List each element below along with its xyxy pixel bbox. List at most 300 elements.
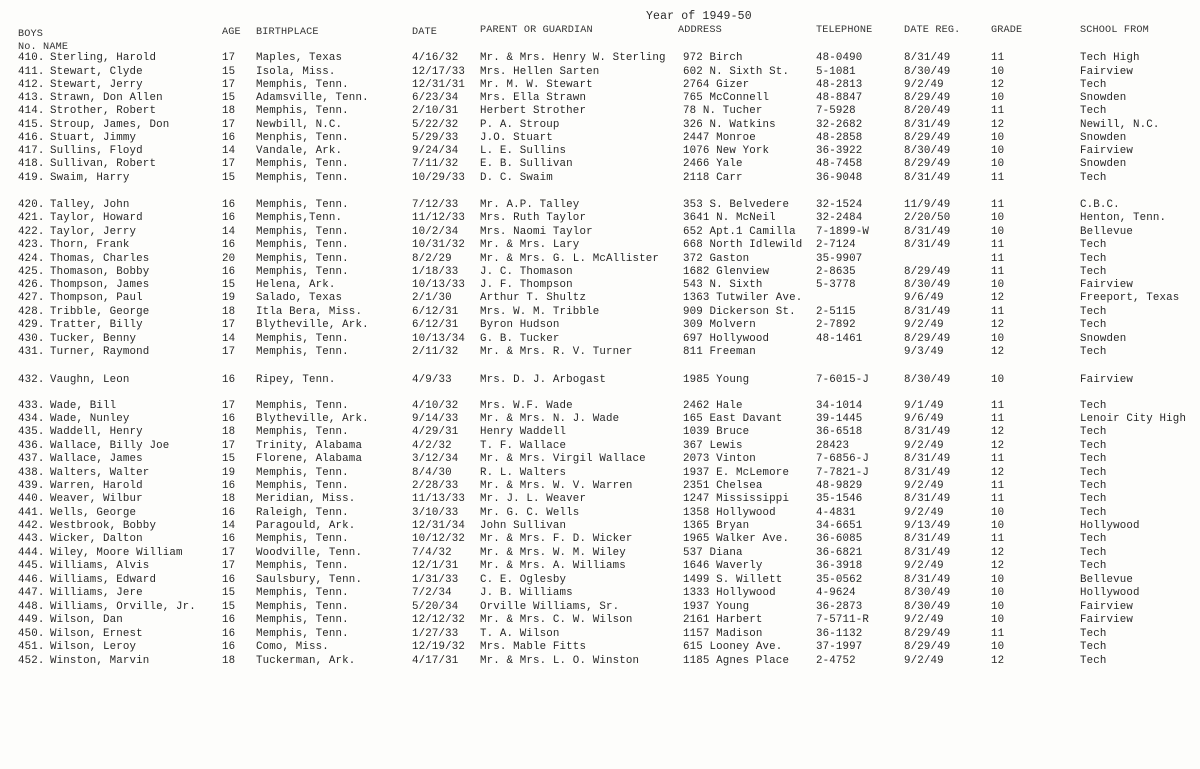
- student-grade: 11: [991, 253, 1005, 265]
- birth-date: 11/13/33: [412, 493, 466, 505]
- registration-date: 8/29/49: [904, 92, 951, 104]
- parent-guardian: Mr. & Mrs. Virgil Wallace: [480, 453, 646, 465]
- school-from: Snowden: [1080, 333, 1127, 345]
- student-telephone: 36-6518: [816, 426, 863, 438]
- student-age: 16: [222, 413, 236, 425]
- school-from: Snowden: [1080, 132, 1127, 144]
- student-address: 543 N. Sixth: [683, 279, 763, 291]
- student-telephone: 2-4752: [816, 655, 856, 667]
- student-birthplace: Adamsville, Tenn.: [256, 92, 369, 104]
- student-address: 2073 Vinton: [683, 453, 756, 465]
- school-from: Snowden: [1080, 158, 1127, 170]
- school-from: Bellevue: [1080, 574, 1134, 586]
- document-title: Year of 1949-50: [646, 10, 752, 23]
- entry-number: 444.: [18, 547, 45, 559]
- student-address: 1965 Walker Ave.: [683, 533, 790, 545]
- birth-date: 7/4/32: [412, 547, 452, 559]
- student-grade: 11: [991, 453, 1005, 465]
- entry-number: 434.: [18, 413, 45, 425]
- student-telephone: 34-1014: [816, 400, 863, 412]
- parent-guardian: T. A. Wilson: [480, 628, 560, 640]
- entry-number: 451.: [18, 641, 45, 653]
- parent-guardian: Herbert Strother: [480, 105, 587, 117]
- school-from: Fairview: [1080, 601, 1134, 613]
- parent-guardian: Henry Waddell: [480, 426, 567, 438]
- birth-date: 6/23/34: [412, 92, 459, 104]
- student-birthplace: Trinity, Alabama: [256, 440, 363, 452]
- entry-number: 436.: [18, 440, 45, 452]
- registration-date: 8/30/49: [904, 587, 951, 599]
- school-from: Tech: [1080, 172, 1107, 184]
- registration-date: 8/29/49: [904, 158, 951, 170]
- entry-number: 427.: [18, 292, 45, 304]
- school-from: Tech: [1080, 628, 1107, 640]
- registration-date: 8/31/49: [904, 226, 951, 238]
- student-age: 15: [222, 66, 236, 78]
- birth-date: 10/31/32: [412, 239, 466, 251]
- birth-date: 12/31/34: [412, 520, 466, 532]
- birth-date: 12/31/31: [412, 79, 466, 91]
- student-birthplace: Memphis, Tenn.: [256, 346, 349, 358]
- registration-date: 8/30/49: [904, 66, 951, 78]
- student-telephone: 36-6085: [816, 533, 863, 545]
- student-age: 15: [222, 601, 236, 613]
- student-age: 18: [222, 493, 236, 505]
- parent-guardian: P. A. Stroup: [480, 119, 560, 131]
- school-from: Tech: [1080, 480, 1107, 492]
- student-name: Waddell, Henry: [50, 426, 143, 438]
- registration-date: 8/29/49: [904, 266, 951, 278]
- student-name: Swaim, Harry: [50, 172, 130, 184]
- entry-number: 439.: [18, 480, 45, 492]
- registration-date: 8/31/49: [904, 426, 951, 438]
- student-telephone: 39-1445: [816, 413, 863, 425]
- student-telephone: 36-6821: [816, 547, 863, 559]
- birth-date: 12/19/32: [412, 641, 466, 653]
- student-telephone: 48-8847: [816, 92, 863, 104]
- birth-date: 12/17/33: [412, 66, 466, 78]
- student-address: 1333 Hollywood: [683, 587, 776, 599]
- birth-date: 7/2/34: [412, 587, 452, 599]
- student-telephone: 48-0490: [816, 52, 863, 64]
- student-telephone: 5-1081: [816, 66, 856, 78]
- student-telephone: 32-2682: [816, 119, 863, 131]
- school-from: Hollywood: [1080, 587, 1140, 599]
- student-telephone: 7-6015-J: [816, 374, 870, 386]
- student-birthplace: Meridian, Miss.: [256, 493, 356, 505]
- student-telephone: 35-1546: [816, 493, 863, 505]
- parent-guardian: D. C. Swaim: [480, 172, 553, 184]
- entry-number: 446.: [18, 574, 45, 586]
- parent-guardian: Mr. & Mrs. W. M. Wiley: [480, 547, 626, 559]
- registration-date: 11/9/49: [904, 199, 951, 211]
- student-address: 668 North Idlewild: [683, 239, 803, 251]
- parent-guardian: L. E. Sullins: [480, 145, 567, 157]
- registration-date: 9/2/49: [904, 655, 944, 667]
- student-age: 17: [222, 547, 236, 559]
- student-grade: 10: [991, 601, 1005, 613]
- student-age: 15: [222, 587, 236, 599]
- student-name: Wilson, Leroy: [50, 641, 137, 653]
- student-address: 2118 Carr: [683, 172, 743, 184]
- entry-number: 428.: [18, 306, 45, 318]
- registration-date: 8/29/49: [904, 641, 951, 653]
- student-address: 326 N. Watkins: [683, 119, 776, 131]
- student-birthplace: Paragould, Ark.: [256, 520, 356, 532]
- school-from: Fairview: [1080, 145, 1134, 157]
- school-from: Fairview: [1080, 66, 1134, 78]
- student-grade: 12: [991, 292, 1005, 304]
- parent-guardian: Mrs. Hellen Sarten: [480, 66, 600, 78]
- registration-date: 2/20/50: [904, 212, 951, 224]
- student-telephone: 36-1132: [816, 628, 863, 640]
- entry-number: 414.: [18, 105, 45, 117]
- student-age: 16: [222, 132, 236, 144]
- student-telephone: 34-6651: [816, 520, 863, 532]
- registration-date: 8/31/49: [904, 306, 951, 318]
- student-name: Tratter, Billy: [50, 319, 143, 331]
- birth-date: 4/29/31: [412, 426, 459, 438]
- birth-date: 7/11/32: [412, 158, 459, 170]
- student-telephone: 48-2813: [816, 79, 863, 91]
- student-birthplace: Memphis, Tenn.: [256, 614, 349, 626]
- school-from: Tech: [1080, 346, 1107, 358]
- student-name: Stroup, James, Don: [50, 119, 170, 131]
- student-telephone: 36-9048: [816, 172, 863, 184]
- student-grade: 11: [991, 628, 1005, 640]
- student-address: 1039 Bruce: [683, 426, 750, 438]
- registration-date: 9/2/49: [904, 614, 944, 626]
- entry-number: 429.: [18, 319, 45, 331]
- parent-guardian: Mr. & Mrs. A. Williams: [480, 560, 626, 572]
- birth-date: 2/28/33: [412, 480, 459, 492]
- student-grade: 12: [991, 655, 1005, 667]
- student-birthplace: Memphis, Tenn.: [256, 253, 349, 265]
- parent-guardian: Mrs. W. M. Tribble: [480, 306, 600, 318]
- student-telephone: 48-1461: [816, 333, 863, 345]
- student-telephone: 36-3918: [816, 560, 863, 572]
- student-age: 17: [222, 346, 236, 358]
- student-grade: 11: [991, 533, 1005, 545]
- student-name: Wilson, Dan: [50, 614, 123, 626]
- parent-guardian: Mr. & Mrs. G. L. McAllister: [480, 253, 659, 265]
- student-name: Williams, Edward: [50, 574, 157, 586]
- student-address: 1358 Hollywood: [683, 507, 776, 519]
- entry-number: 431.: [18, 346, 45, 358]
- school-from: C.B.C.: [1080, 199, 1120, 211]
- student-address: 2447 Monroe: [683, 132, 756, 144]
- entry-number: 435.: [18, 426, 45, 438]
- entry-number: 447.: [18, 587, 45, 599]
- school-from: Fairview: [1080, 374, 1134, 386]
- student-telephone: 7-5928: [816, 105, 856, 117]
- student-grade: 12: [991, 426, 1005, 438]
- entry-number: 432.: [18, 374, 45, 386]
- student-birthplace: Isola, Miss.: [256, 66, 336, 78]
- student-name: Taylor, Jerry: [50, 226, 137, 238]
- student-telephone: 36-3922: [816, 145, 863, 157]
- header-grade: GRADE: [991, 25, 1023, 36]
- student-name: Warren, Harold: [50, 480, 143, 492]
- school-from: Tech: [1080, 440, 1107, 452]
- birth-date: 12/1/31: [412, 560, 459, 572]
- student-address: 1499 S. Willett: [683, 574, 783, 586]
- student-birthplace: Memphis, Tenn.: [256, 426, 349, 438]
- student-address: 1365 Bryan: [683, 520, 750, 532]
- birth-date: 3/10/33: [412, 507, 459, 519]
- parent-guardian: Mrs. Ella Strawn: [480, 92, 587, 104]
- student-name: Wicker, Dalton: [50, 533, 143, 545]
- entry-number: 411.: [18, 66, 45, 78]
- student-telephone: 32-1524: [816, 199, 863, 211]
- student-name: Thorn, Frank: [50, 239, 130, 251]
- parent-guardian: Mrs. Ruth Taylor: [480, 212, 587, 224]
- student-birthplace: Memphis, Tenn.: [256, 239, 349, 251]
- school-from: Tech: [1080, 641, 1107, 653]
- student-telephone: 48-7458: [816, 158, 863, 170]
- parent-guardian: Arthur T. Shultz: [480, 292, 587, 304]
- birth-date: 10/13/33: [412, 279, 466, 291]
- student-age: 16: [222, 212, 236, 224]
- section-label: BOYS: [18, 29, 44, 40]
- student-address: 652 Apt.1 Camilla: [683, 226, 796, 238]
- student-name: Strother, Robert: [50, 105, 157, 117]
- birth-date: 1/27/33: [412, 628, 459, 640]
- entry-number: 422.: [18, 226, 45, 238]
- student-address: 78 N. Tucher: [683, 105, 763, 117]
- student-telephone: 7-6856-J: [816, 453, 870, 465]
- student-birthplace: Maples, Texas: [256, 52, 343, 64]
- birth-date: 3/12/34: [412, 453, 459, 465]
- parent-guardian: T. F. Wallace: [480, 440, 567, 452]
- student-birthplace: Memphis, Tenn.: [256, 628, 349, 640]
- parent-guardian: Mrs. Naomi Taylor: [480, 226, 593, 238]
- birth-date: 10/29/33: [412, 172, 466, 184]
- student-grade: 11: [991, 480, 1005, 492]
- student-birthplace: Como, Miss.: [256, 641, 329, 653]
- student-birthplace: Memphis, Tenn.: [256, 172, 349, 184]
- entry-number: 420.: [18, 199, 45, 211]
- student-address: 972 Birch: [683, 52, 743, 64]
- student-address: 1937 Young: [683, 601, 750, 613]
- entry-number: 417.: [18, 145, 45, 157]
- student-address: 353 S. Belvedere: [683, 199, 790, 211]
- header-date-reg: DATE REG.: [904, 25, 961, 36]
- parent-guardian: Mr. A.P. Talley: [480, 199, 580, 211]
- registration-date: 8/20/49: [904, 105, 951, 117]
- student-address: 1985 Young: [683, 374, 750, 386]
- student-age: 19: [222, 292, 236, 304]
- student-age: 18: [222, 306, 236, 318]
- registration-date: 9/3/49: [904, 346, 944, 358]
- entry-number: 449.: [18, 614, 45, 626]
- school-from: Fairview: [1080, 614, 1134, 626]
- birth-date: 6/12/31: [412, 319, 459, 331]
- student-name: Sterling, Harold: [50, 52, 157, 64]
- student-age: 18: [222, 105, 236, 117]
- student-age: 16: [222, 628, 236, 640]
- student-name: Taylor, Howard: [50, 212, 143, 224]
- student-grade: 11: [991, 413, 1005, 425]
- student-age: 18: [222, 655, 236, 667]
- school-from: Tech: [1080, 533, 1107, 545]
- entry-number: 416.: [18, 132, 45, 144]
- student-address: 2161 Harbert: [683, 614, 763, 626]
- parent-guardian: Mr. & Mrs. R. V. Turner: [480, 346, 633, 358]
- student-birthplace: Memphis, Tenn.: [256, 158, 349, 170]
- student-name: Sullivan, Robert: [50, 158, 157, 170]
- student-grade: 11: [991, 105, 1005, 117]
- student-telephone: 2-8635: [816, 266, 856, 278]
- entry-number: 424.: [18, 253, 45, 265]
- student-age: 16: [222, 239, 236, 251]
- school-from: Tech: [1080, 79, 1107, 91]
- entry-number: 412.: [18, 79, 45, 91]
- student-name: Williams, Jere: [50, 587, 143, 599]
- student-name: Thomason, Bobby: [50, 266, 150, 278]
- parent-guardian: J. B. Williams: [480, 587, 573, 599]
- registration-date: 8/31/49: [904, 467, 951, 479]
- birth-date: 2/1/30: [412, 292, 452, 304]
- student-address: 2466 Yale: [683, 158, 743, 170]
- student-grade: 10: [991, 145, 1005, 157]
- registration-date: 8/31/49: [904, 52, 951, 64]
- student-age: 17: [222, 400, 236, 412]
- student-age: 15: [222, 172, 236, 184]
- parent-guardian: Mr. & Mrs. L. O. Winston: [480, 655, 640, 667]
- student-age: 14: [222, 520, 236, 532]
- parent-guardian: J.O. Stuart: [480, 132, 553, 144]
- entry-number: 425.: [18, 266, 45, 278]
- student-grade: 11: [991, 266, 1005, 278]
- birth-date: 5/29/33: [412, 132, 459, 144]
- student-birthplace: Blytheville, Ark.: [256, 319, 369, 331]
- student-birthplace: Memphis, Tenn.: [256, 333, 349, 345]
- parent-guardian: Mr. & Mrs. F. D. Wicker: [480, 533, 633, 545]
- entry-number: 433.: [18, 400, 45, 412]
- student-name: Stuart, Jimmy: [50, 132, 137, 144]
- student-grade: 12: [991, 79, 1005, 91]
- parent-guardian: Mr. G. C. Wells: [480, 507, 580, 519]
- student-age: 15: [222, 279, 236, 291]
- student-name: Wallace, Billy Joe: [50, 440, 170, 452]
- student-address: 765 McConnell: [683, 92, 770, 104]
- student-grade: 12: [991, 440, 1005, 452]
- registration-date: 8/31/49: [904, 172, 951, 184]
- school-from: Tech: [1080, 400, 1107, 412]
- entry-number: 419.: [18, 172, 45, 184]
- entry-number: 418.: [18, 158, 45, 170]
- registration-date: 8/30/49: [904, 601, 951, 613]
- student-birthplace: Newbill, N.C.: [256, 119, 343, 131]
- student-telephone: 35-9907: [816, 253, 863, 265]
- student-name: Wilson, Ernest: [50, 628, 143, 640]
- student-birthplace: Memphis, Tenn.: [256, 226, 349, 238]
- parent-guardian: Mrs. Mable Fitts: [480, 641, 587, 653]
- student-birthplace: Tuckerman, Ark.: [256, 655, 356, 667]
- entry-number: 443.: [18, 533, 45, 545]
- entry-number: 413.: [18, 92, 45, 104]
- student-address: 537 Diana: [683, 547, 743, 559]
- student-name: Thomas, Charles: [50, 253, 150, 265]
- parent-guardian: G. B. Tucker: [480, 333, 560, 345]
- school-from: Freeport, Texas: [1080, 292, 1180, 304]
- student-birthplace: Saulsbury, Tenn.: [256, 574, 363, 586]
- birth-date: 9/24/34: [412, 145, 459, 157]
- header-school-from: SCHOOL FROM: [1080, 25, 1149, 36]
- student-address: 1076 New York: [683, 145, 770, 157]
- student-grade: 11: [991, 306, 1005, 318]
- student-name: Wade, Nunley: [50, 413, 130, 425]
- birth-date: 10/2/34: [412, 226, 459, 238]
- student-grade: 10: [991, 507, 1005, 519]
- entry-number: 452.: [18, 655, 45, 667]
- student-telephone: 5-3778: [816, 279, 856, 291]
- parent-guardian: E. B. Sullivan: [480, 158, 573, 170]
- student-name: Winston, Marvin: [50, 655, 150, 667]
- student-age: 17: [222, 560, 236, 572]
- student-name: Williams, Orville, Jr.: [50, 601, 196, 613]
- student-grade: 10: [991, 66, 1005, 78]
- header-no-name: No. NAME: [18, 42, 69, 53]
- student-grade: 12: [991, 319, 1005, 331]
- student-name: Weaver, Wilbur: [50, 493, 143, 505]
- student-name: Sullins, Floyd: [50, 145, 143, 157]
- student-grade: 10: [991, 92, 1005, 104]
- birth-date: 1/31/33: [412, 574, 459, 586]
- registration-date: 8/30/49: [904, 279, 951, 291]
- parent-guardian: Mr. J. L. Weaver: [480, 493, 587, 505]
- student-address: 615 Looney Ave.: [683, 641, 783, 653]
- student-grade: 11: [991, 400, 1005, 412]
- student-grade: 10: [991, 279, 1005, 291]
- parent-guardian: Orville Williams, Sr.: [480, 601, 620, 613]
- student-grade: 10: [991, 614, 1005, 626]
- school-from: Tech: [1080, 467, 1107, 479]
- registration-date: 8/31/49: [904, 574, 951, 586]
- student-age: 16: [222, 574, 236, 586]
- student-telephone: 48-2858: [816, 132, 863, 144]
- birth-date: 4/16/32: [412, 52, 459, 64]
- student-birthplace: Memphis, Tenn.: [256, 587, 349, 599]
- parent-guardian: Mrs. D. J. Arbogast: [480, 374, 606, 386]
- registration-date: 9/2/49: [904, 79, 944, 91]
- student-birthplace: Memphis, Tenn.: [256, 480, 349, 492]
- header-telephone: TELEPHONE: [816, 25, 873, 36]
- student-birthplace: Memphis, Tenn.: [256, 560, 349, 572]
- school-from: Tech: [1080, 547, 1107, 559]
- registration-date: 8/31/49: [904, 119, 951, 131]
- registration-date: 8/31/49: [904, 547, 951, 559]
- student-birthplace: Memphis, Tenn.: [256, 266, 349, 278]
- student-birthplace: Raleigh, Tenn.: [256, 507, 349, 519]
- student-age: 17: [222, 319, 236, 331]
- student-age: 16: [222, 266, 236, 278]
- birth-date: 4/9/33: [412, 374, 452, 386]
- student-address: 909 Dickerson St.: [683, 306, 796, 318]
- entry-number: 430.: [18, 333, 45, 345]
- registration-date: 9/6/49: [904, 292, 944, 304]
- student-birthplace: Memphis, Tenn.: [256, 105, 349, 117]
- parent-guardian: J. F. Thompson: [480, 279, 573, 291]
- birth-date: 4/10/32: [412, 400, 459, 412]
- student-name: Thompson, Paul: [50, 292, 143, 304]
- student-telephone: 7-5711-R: [816, 614, 870, 626]
- student-birthplace: Memphis, Tenn.: [256, 400, 349, 412]
- student-age: 18: [222, 426, 236, 438]
- registration-date: 8/31/49: [904, 453, 951, 465]
- student-address: 811 Freeman: [683, 346, 756, 358]
